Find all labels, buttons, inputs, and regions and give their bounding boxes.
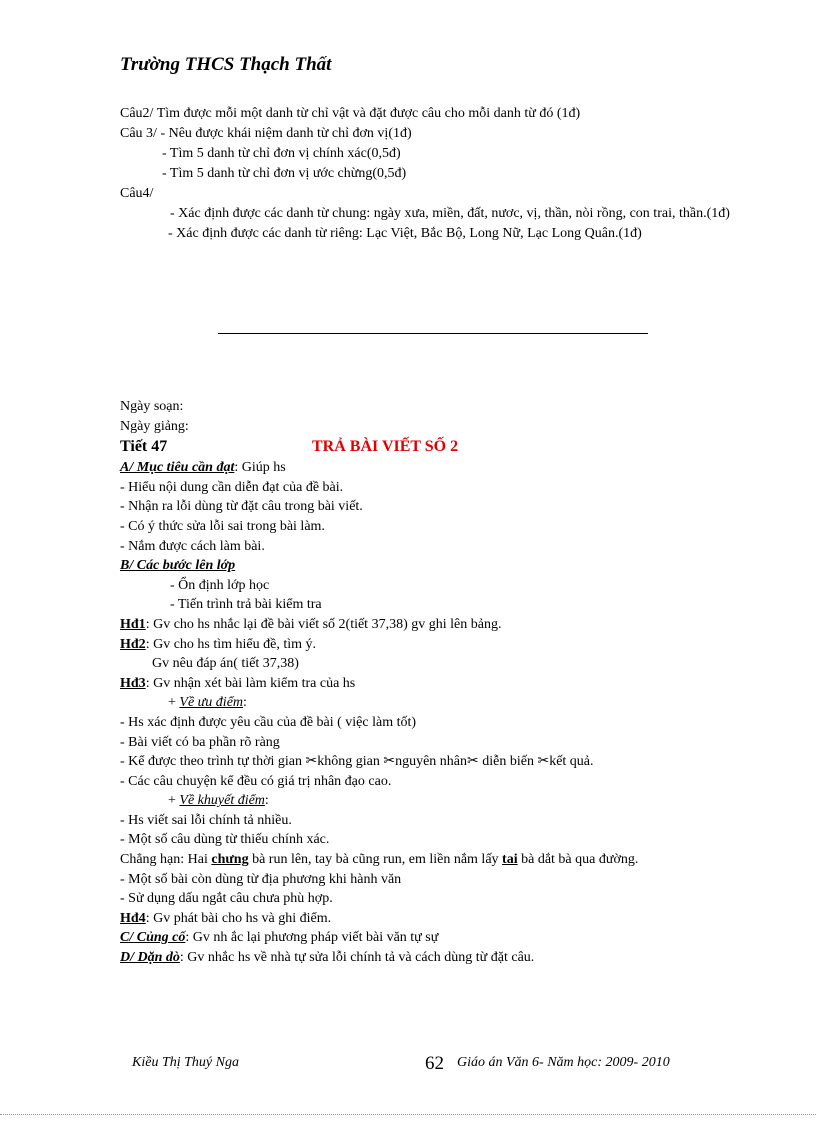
objective-1: - Hiểu nội dung cần diễn đạt của đề bài.	[120, 479, 344, 495]
weakness-3: - Một số bài còn dùng từ địa phương khi hành văn	[120, 871, 402, 887]
activity-4-label: Hđ4	[120, 910, 146, 926]
page-number: 62	[425, 1053, 444, 1074]
bottom-border	[0, 1114, 816, 1115]
answer-line-cau3-a: - Tìm 5 danh từ chỉ đơn vị chính xác(0,5đ)	[162, 146, 401, 161]
activity-2-label: Hđ2	[120, 636, 146, 652]
error-word-1: chưng	[211, 852, 249, 868]
activity-3-label: Hđ3	[120, 675, 146, 691]
activity-2	[120, 635, 750, 655]
scissors-icon: ✂	[537, 753, 550, 770]
strength-2: - Bài viết có ba phần rõ ràng	[120, 734, 280, 750]
lesson-title: TRẢ BÀI VIẾT SỐ 2	[312, 438, 459, 456]
footer-info: Giáo án Văn 6- Năm học: 2009- 2010	[457, 1055, 670, 1070]
answer-line-cau4-a: - Xác định được các danh từ chung: ngày xưa, miền, đất, nươc, vị, thần, nòi rồng, con trai, thần.(1đ)	[170, 206, 730, 221]
scissors-icon: ✂	[383, 753, 396, 770]
weakness-1: - Hs viết sai lỗi chính tả nhiều.	[120, 812, 292, 828]
section-d-text: : Gv nhắc hs về nhà tự sửa lỗi chính tả và cách dùng từ đặt câu.	[179, 950, 535, 966]
weaknesses-label: Về khuyết điểm	[179, 793, 265, 809]
weaknesses-heading: + Về khuyết điểm:	[168, 793, 269, 809]
section-c-label: C/ Củng cố	[120, 930, 186, 946]
step-1: - Ổn định lớp học	[170, 577, 270, 593]
section-a-label: A/ Mục tiêu cần đạt	[120, 460, 235, 476]
step-2: - Tiến trình trả bài kiểm tra	[170, 597, 322, 613]
objective-4: - Nắm được cách làm bài.	[120, 538, 265, 554]
activity-1	[120, 615, 750, 635]
strength-1: - Hs xác định được yêu cầu của đề bài ( việc làm tốt)	[120, 714, 417, 730]
weakness-4: - Sử dụng dấu ngắt câu chưa phù hợp.	[120, 891, 333, 907]
objective-3: - Có ý thức sửa lỗi sai trong bài làm.	[120, 518, 325, 534]
answer-line-cau4: Câu4/	[120, 186, 154, 201]
section-b-label: B/ Các bước lên lớp	[120, 558, 236, 574]
activity-1-text: : Gv cho hs nhắc lại đề bài viết số 2(tiết 37,38) gv ghi lên bảng.	[145, 616, 502, 632]
answer-line-cau3-b: - Tìm 5 danh từ chỉ đơn vị ước chừng(0,5đ)	[162, 166, 407, 181]
objective-2: - Nhận ra lỗi dùng từ đặt câu trong bài viết.	[120, 499, 363, 515]
strength-4: - Các câu chuyện kể đều có giá trị nhân đạo cao.	[120, 773, 392, 789]
answer-line-cau2: Câu2/ Tìm được mỗi một danh từ chỉ vật và đặt được câu cho mỗi danh từ đó (1đ)	[120, 106, 581, 121]
section-d	[120, 948, 750, 968]
answer-line-cau3: Câu 3/ - Nêu được khái niệm danh từ chỉ đơn vị(1đ)	[120, 126, 412, 141]
activity-1-label: Hđ1	[120, 616, 146, 632]
lesson-plan	[120, 397, 750, 968]
school-header: Trường THCS Thạch Thất	[120, 54, 332, 75]
answer-line-cau4-b: - Xác định được các danh từ riêng: Lạc Việt, Bắc Bộ, Long Nữ, Lạc Long Quân.(1đ)	[168, 226, 642, 241]
scissors-icon: ✂	[467, 753, 479, 770]
weakness-example: Chẳng hạn: Hai chưng bà run lên, tay bà cũng run, em liền nắm lấy tai bà dắt bà qua đường.	[120, 852, 639, 868]
activity-3	[120, 674, 750, 694]
error-word-2: tai	[502, 852, 518, 868]
strength-3: - Kể được theo trình tự thời gian ✂không gian ✂nguyên nhân✂ diễn biến ✂kết quả.	[120, 753, 594, 770]
activity-3-text: : Gv nhận xét bài làm kiểm tra của hs	[145, 675, 356, 691]
strengths-label: Về ưu điểm	[179, 695, 244, 711]
footer-author: Kiều Thị Thuý Nga	[132, 1055, 239, 1070]
section-b-heading	[120, 556, 750, 576]
section-divider	[218, 333, 648, 334]
answer-key	[120, 104, 750, 244]
lesson-title-row	[120, 436, 750, 458]
weakness-2: - Một số câu dùng từ thiếu chính xác.	[120, 832, 330, 848]
prep-date-label: Ngày soạn:	[120, 399, 184, 414]
activity-4-text: : Gv phát bài cho hs và ghi điểm.	[145, 910, 332, 926]
section-a-rest: : Giúp hs	[234, 460, 286, 476]
lesson-number: Tiết 47	[120, 438, 168, 456]
section-c	[120, 928, 750, 948]
activity-4	[120, 909, 750, 929]
section-c-text: : Gv nh ắc lại phương pháp viết bài văn tự sự	[185, 930, 439, 946]
strengths-heading: + Về ưu điểm:	[168, 695, 247, 711]
activity-2-text: : Gv cho hs tìm hiểu đề, tìm ý.	[145, 636, 317, 652]
activity-2-answer: Gv nêu đáp án( tiết 37,38)	[152, 656, 299, 672]
scissors-icon: ✂	[305, 753, 318, 770]
section-a-heading	[120, 458, 750, 478]
teach-date-label: Ngày giảng:	[120, 418, 189, 434]
section-d-label: D/ Dặn dò	[120, 950, 180, 966]
